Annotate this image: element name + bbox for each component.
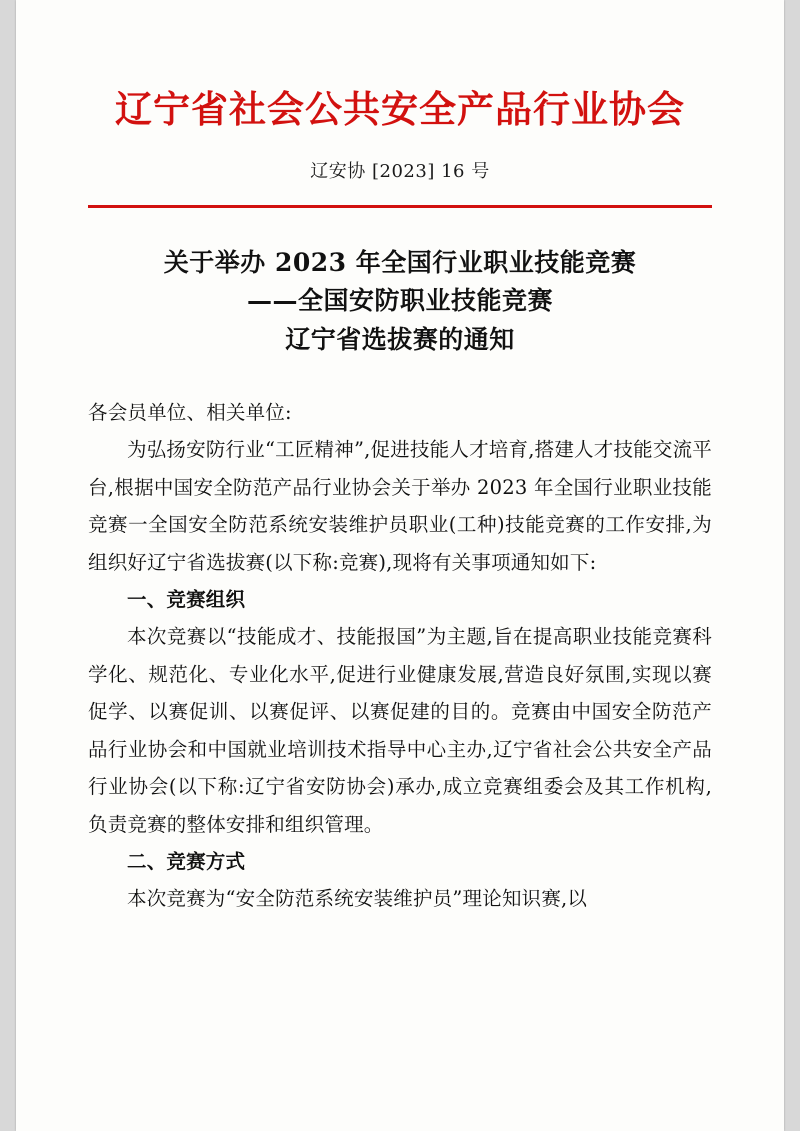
intro-paragraph: 为弘扬安防行业“工匠精神”,促进技能人才培育,搭建人才技能交流平台,根据中国安全防范产品行业协会关于举办 2023 年全国行业职业技能竞赛一全国安全防范系统安装维护员职业(工种)技能竞赛的工作安排,为组织好辽宁省选拔赛(以下称:竞赛),现将有关事项通知如下: — [88, 438, 712, 574]
document-title-line-1: 关于举办 2023 年全国行业职业技能竞赛 — [163, 247, 637, 277]
section-heading-one: 一、竞赛组织 — [127, 587, 246, 611]
section-heading-two: 二、竞赛方式 — [127, 850, 246, 874]
document-body — [88, 394, 712, 918]
document-number: 辽安协 [2023] 16 号 — [310, 160, 490, 182]
document-content — [16, 88, 784, 918]
document-title-line-3: 辽宁省选拔赛的通知 — [285, 325, 515, 355]
section-one-paragraph: 本次竞赛以“技能成才、技能报国”为主题,旨在提高职业技能竞赛科学化、规范化、专业化水平,促进行业健康发展,营造良好氛围,实现以赛促学、以赛促训、以赛促评、以赛促建的目的。竞赛由中国安全防范产品行业协会和中国就业培训技术指导中心主办,辽宁省社会公共安全产品行业协会(以下称:辽宁省安防协会)承办,成立竞赛组委会及其工作机构,负责竞赛的整体安排和组织管理。 — [88, 625, 712, 836]
organization-title: 辽宁省社会公共安全产品行业协会 — [115, 87, 685, 131]
document-title-line-2: ——全国安防职业技能竞赛 — [246, 286, 553, 316]
salutation: 各会员单位、相关单位: — [88, 400, 292, 424]
document-page — [16, 0, 784, 1131]
section-two-paragraph: 本次竞赛为“安全防范系统安装维护员”理论知识赛,以 — [127, 887, 588, 911]
red-divider-rule — [88, 205, 712, 208]
document-title — [88, 244, 712, 360]
